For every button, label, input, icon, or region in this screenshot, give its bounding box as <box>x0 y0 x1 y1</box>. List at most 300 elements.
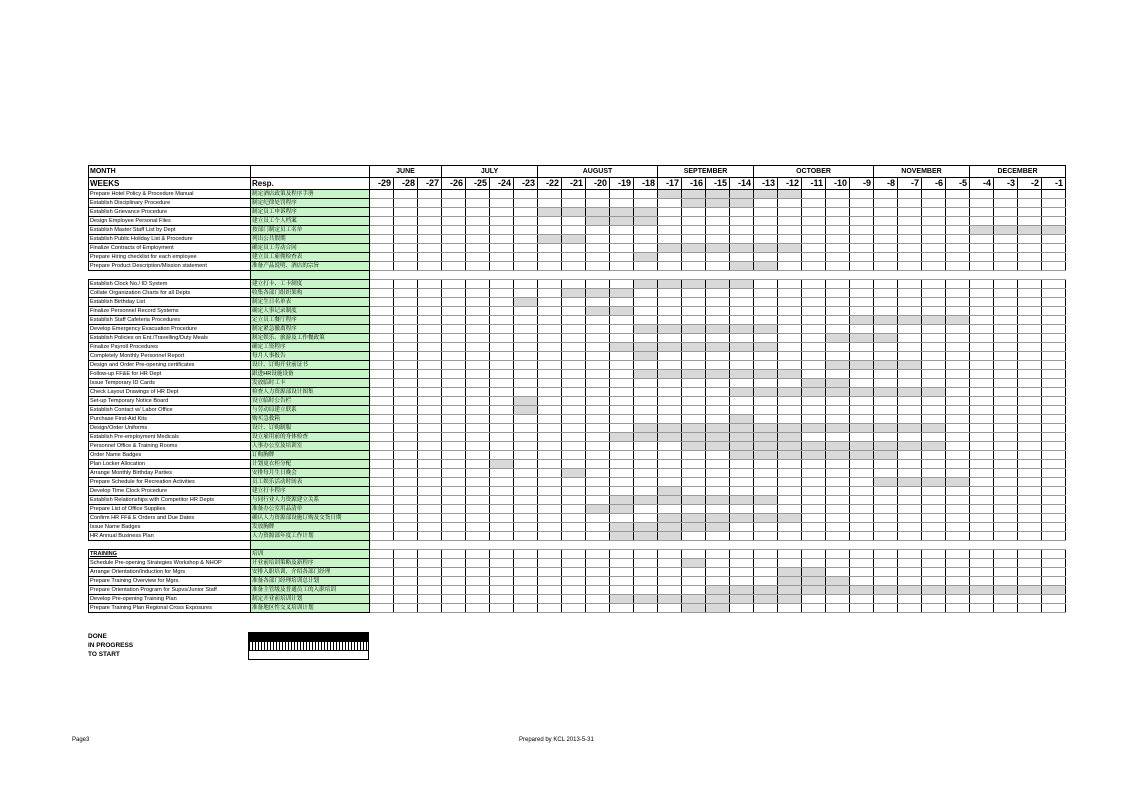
schedule-cell <box>562 577 586 586</box>
schedule-cell <box>970 523 994 532</box>
schedule-cell <box>874 307 898 316</box>
schedule-cell <box>586 559 610 568</box>
schedule-cell <box>994 442 1018 451</box>
schedule-cell <box>418 244 442 253</box>
schedule-cell <box>1042 217 1066 226</box>
schedule-cell <box>394 352 418 361</box>
schedule-cell <box>634 226 658 235</box>
schedule-cell <box>826 316 850 325</box>
schedule-cell <box>586 478 610 487</box>
task-name: HR Annual Business Plan <box>89 532 251 541</box>
schedule-cell <box>778 289 802 298</box>
schedule-cell <box>706 334 730 343</box>
schedule-cell <box>418 595 442 604</box>
schedule-cell <box>394 415 418 424</box>
task-responsibility: 设计、订购制服 <box>251 424 370 433</box>
schedule-cell <box>658 379 682 388</box>
schedule-bar-cell <box>826 586 850 595</box>
schedule-cell <box>610 397 634 406</box>
schedule-cell <box>586 316 610 325</box>
schedule-cell <box>970 496 994 505</box>
schedule-cell <box>538 586 562 595</box>
schedule-cell <box>490 316 514 325</box>
schedule-cell <box>466 253 490 262</box>
schedule-cell <box>682 505 706 514</box>
schedule-cell <box>610 379 634 388</box>
schedule-cell <box>970 190 994 199</box>
schedule-cell <box>922 289 946 298</box>
schedule-cell <box>730 226 754 235</box>
task-row <box>89 496 1066 505</box>
schedule-cell <box>562 604 586 613</box>
schedule-cell <box>586 424 610 433</box>
schedule-cell <box>1018 559 1042 568</box>
schedule-cell <box>418 478 442 487</box>
schedule-cell <box>610 559 634 568</box>
task-row <box>89 388 1066 397</box>
task-responsibility: 建立打卡、工卡制度 <box>251 280 370 289</box>
schedule-cell <box>586 550 610 559</box>
schedule-cell <box>1042 199 1066 208</box>
schedule-cell <box>394 316 418 325</box>
task-responsibility: 收集各部门组织架构 <box>251 289 370 298</box>
schedule-cell <box>490 433 514 442</box>
schedule-cell <box>754 208 778 217</box>
schedule-cell <box>586 199 610 208</box>
schedule-cell <box>490 595 514 604</box>
schedule-cell <box>778 550 802 559</box>
schedule-cell <box>394 586 418 595</box>
schedule-bar-cell <box>850 442 874 451</box>
schedule-cell <box>490 397 514 406</box>
schedule-cell <box>418 451 442 460</box>
schedule-cell <box>490 298 514 307</box>
schedule-cell <box>898 244 922 253</box>
schedule-cell <box>826 235 850 244</box>
schedule-cell <box>946 505 970 514</box>
schedule-cell <box>826 253 850 262</box>
schedule-cell <box>922 262 946 271</box>
schedule-cell <box>778 208 802 217</box>
schedule-cell <box>706 361 730 370</box>
schedule-bar-cell <box>754 190 778 199</box>
schedule-cell <box>970 604 994 613</box>
schedule-cell <box>994 595 1018 604</box>
schedule-cell <box>1042 280 1066 289</box>
schedule-cell <box>442 190 466 199</box>
schedule-cell <box>442 280 466 289</box>
schedule-cell <box>778 406 802 415</box>
schedule-cell <box>1042 379 1066 388</box>
schedule-cell <box>970 559 994 568</box>
schedule-cell <box>826 559 850 568</box>
task-name: Arrange Orientation/Induction for Mgrs <box>89 568 251 577</box>
schedule-cell <box>370 235 394 244</box>
schedule-cell <box>466 487 490 496</box>
schedule-bar-cell <box>610 523 634 532</box>
legend-to-start-label: TO START <box>88 651 120 658</box>
schedule-cell <box>898 406 922 415</box>
schedule-cell <box>1018 379 1042 388</box>
schedule-cell <box>1042 316 1066 325</box>
schedule-cell <box>874 568 898 577</box>
schedule-cell <box>658 559 682 568</box>
schedule-bar-cell <box>850 451 874 460</box>
task-row <box>89 325 1066 334</box>
schedule-cell <box>922 208 946 217</box>
week-number: -28 <box>394 178 418 190</box>
task-responsibility: 检查人力资源部设计图集 <box>251 388 370 397</box>
schedule-cell <box>922 514 946 523</box>
schedule-cell <box>394 577 418 586</box>
schedule-cell <box>922 271 946 280</box>
schedule-bar-cell <box>634 352 658 361</box>
task-responsibility: 建立打卡程序 <box>251 487 370 496</box>
schedule-cell <box>1042 505 1066 514</box>
schedule-bar-cell <box>706 496 730 505</box>
schedule-cell <box>802 496 826 505</box>
schedule-cell <box>490 190 514 199</box>
task-name <box>89 271 251 280</box>
schedule-cell <box>370 424 394 433</box>
task-row <box>89 253 1066 262</box>
schedule-cell <box>922 253 946 262</box>
schedule-bar-cell <box>778 190 802 199</box>
schedule-cell <box>658 406 682 415</box>
schedule-cell <box>442 604 466 613</box>
schedule-cell <box>442 352 466 361</box>
schedule-bar-cell <box>658 514 682 523</box>
schedule-cell <box>538 352 562 361</box>
schedule-cell <box>394 370 418 379</box>
schedule-bar-cell <box>658 433 682 442</box>
schedule-cell <box>922 451 946 460</box>
schedule-bar-cell <box>514 298 538 307</box>
schedule-bar-cell <box>658 487 682 496</box>
schedule-cell <box>682 271 706 280</box>
task-row <box>89 559 1066 568</box>
schedule-cell <box>850 379 874 388</box>
schedule-cell <box>634 550 658 559</box>
schedule-cell <box>1018 253 1042 262</box>
schedule-cell <box>874 190 898 199</box>
schedule-cell <box>466 235 490 244</box>
schedule-cell <box>490 505 514 514</box>
schedule-cell <box>994 541 1018 550</box>
schedule-cell <box>874 208 898 217</box>
schedule-cell <box>514 280 538 289</box>
schedule-cell <box>898 541 922 550</box>
schedule-cell <box>826 352 850 361</box>
schedule-cell <box>418 424 442 433</box>
task-name: Prepare Hiring checklist for each employee <box>89 253 251 262</box>
schedule-cell <box>778 352 802 361</box>
schedule-bar-cell <box>730 442 754 451</box>
schedule-cell <box>754 415 778 424</box>
schedule-cell <box>922 604 946 613</box>
task-row <box>89 307 1066 316</box>
schedule-bar-cell <box>778 244 802 253</box>
schedule-cell <box>562 307 586 316</box>
task-name: Establish Contact w/ Labor Office <box>89 406 251 415</box>
schedule-cell <box>898 370 922 379</box>
schedule-cell <box>730 235 754 244</box>
schedule-cell <box>994 370 1018 379</box>
schedule-cell <box>370 370 394 379</box>
schedule-cell <box>514 433 538 442</box>
schedule-cell <box>802 532 826 541</box>
schedule-cell <box>898 289 922 298</box>
schedule-cell <box>466 406 490 415</box>
task-name: Prepare Hotel Policy & Procedure Manual <box>89 190 251 199</box>
schedule-bar-cell <box>682 199 706 208</box>
schedule-cell <box>418 541 442 550</box>
schedule-cell <box>394 514 418 523</box>
schedule-cell <box>778 478 802 487</box>
schedule-cell <box>466 280 490 289</box>
schedule-cell <box>874 415 898 424</box>
schedule-cell <box>562 595 586 604</box>
schedule-cell <box>394 487 418 496</box>
schedule-cell <box>514 361 538 370</box>
schedule-cell <box>394 253 418 262</box>
schedule-cell <box>538 307 562 316</box>
schedule-cell <box>850 505 874 514</box>
schedule-bar-cell <box>826 388 850 397</box>
schedule-cell <box>490 550 514 559</box>
schedule-cell <box>874 469 898 478</box>
schedule-cell <box>850 568 874 577</box>
schedule-cell <box>490 451 514 460</box>
schedule-cell <box>610 235 634 244</box>
schedule-cell <box>994 334 1018 343</box>
schedule-cell <box>562 190 586 199</box>
schedule-cell <box>802 469 826 478</box>
schedule-cell <box>490 271 514 280</box>
schedule-cell <box>778 469 802 478</box>
schedule-bar-cell <box>634 523 658 532</box>
schedule-cell <box>850 577 874 586</box>
task-row <box>89 568 1066 577</box>
schedule-cell <box>946 217 970 226</box>
month-name: DECEMBER <box>970 166 1066 178</box>
schedule-cell <box>994 262 1018 271</box>
schedule-cell <box>850 496 874 505</box>
schedule-cell <box>706 460 730 469</box>
schedule-cell <box>394 460 418 469</box>
schedule-cell <box>562 586 586 595</box>
schedule-cell <box>994 208 1018 217</box>
schedule-bar-cell <box>970 226 994 235</box>
schedule-cell <box>874 352 898 361</box>
schedule-cell <box>826 514 850 523</box>
week-number: -16 <box>682 178 706 190</box>
schedule-cell <box>658 316 682 325</box>
schedule-cell <box>730 217 754 226</box>
schedule-cell <box>754 577 778 586</box>
schedule-cell <box>922 550 946 559</box>
schedule-bar-cell <box>970 586 994 595</box>
task-name: Establish Policies on Ent./Travelling/Duty Meals <box>89 334 251 343</box>
schedule-cell <box>1018 496 1042 505</box>
schedule-bar-cell <box>586 307 610 316</box>
schedule-bar-cell <box>754 433 778 442</box>
schedule-cell <box>514 568 538 577</box>
schedule-cell <box>658 577 682 586</box>
schedule-cell <box>970 217 994 226</box>
schedule-cell <box>466 190 490 199</box>
schedule-cell <box>418 217 442 226</box>
schedule-cell <box>682 406 706 415</box>
schedule-cell <box>562 370 586 379</box>
schedule-cell <box>370 460 394 469</box>
task-name: Finalize Payroll Procedures <box>89 343 251 352</box>
schedule-cell <box>586 415 610 424</box>
schedule-cell <box>826 343 850 352</box>
schedule-cell <box>778 379 802 388</box>
schedule-cell <box>1018 262 1042 271</box>
schedule-bar-cell <box>658 325 682 334</box>
task-row <box>89 469 1066 478</box>
schedule-cell <box>562 343 586 352</box>
schedule-cell <box>442 496 466 505</box>
schedule-cell <box>658 271 682 280</box>
schedule-cell <box>994 406 1018 415</box>
schedule-bar-cell <box>778 424 802 433</box>
schedule-cell <box>610 442 634 451</box>
schedule-cell <box>562 406 586 415</box>
schedule-bar-cell <box>658 244 682 253</box>
task-row <box>89 460 1066 469</box>
task-name: TRAINING <box>89 550 251 559</box>
schedule-cell <box>634 487 658 496</box>
schedule-cell <box>970 298 994 307</box>
week-number: -1 <box>1042 178 1066 190</box>
schedule-cell <box>634 577 658 586</box>
schedule-cell <box>874 262 898 271</box>
schedule-cell <box>874 577 898 586</box>
schedule-cell <box>586 568 610 577</box>
schedule-cell <box>370 514 394 523</box>
schedule-bar-cell <box>682 433 706 442</box>
schedule-cell <box>490 352 514 361</box>
schedule-cell <box>490 289 514 298</box>
schedule-cell <box>754 289 778 298</box>
schedule-cell <box>586 604 610 613</box>
schedule-cell <box>466 532 490 541</box>
schedule-cell <box>946 199 970 208</box>
schedule-cell <box>538 361 562 370</box>
schedule-cell <box>898 262 922 271</box>
schedule-cell <box>394 307 418 316</box>
schedule-cell <box>1018 514 1042 523</box>
task-row <box>89 244 1066 253</box>
week-number: -9 <box>850 178 874 190</box>
schedule-cell <box>778 523 802 532</box>
schedule-cell <box>562 505 586 514</box>
schedule-cell <box>490 334 514 343</box>
schedule-bar-cell <box>682 325 706 334</box>
schedule-cell <box>394 289 418 298</box>
schedule-cell <box>922 226 946 235</box>
schedule-cell <box>658 478 682 487</box>
schedule-cell <box>970 208 994 217</box>
schedule-cell <box>994 325 1018 334</box>
schedule-cell <box>826 262 850 271</box>
schedule-cell <box>370 505 394 514</box>
schedule-bar-cell <box>898 424 922 433</box>
schedule-cell <box>706 298 730 307</box>
schedule-cell <box>514 505 538 514</box>
schedule-cell <box>490 442 514 451</box>
schedule-cell <box>826 433 850 442</box>
schedule-cell <box>442 478 466 487</box>
schedule-bar-cell <box>706 280 730 289</box>
schedule-cell <box>1042 208 1066 217</box>
schedule-cell <box>370 406 394 415</box>
task-responsibility: 制定生日名单表 <box>251 298 370 307</box>
schedule-cell <box>778 253 802 262</box>
schedule-cell <box>706 226 730 235</box>
schedule-cell <box>778 325 802 334</box>
schedule-cell <box>466 586 490 595</box>
schedule-cell <box>610 451 634 460</box>
schedule-cell <box>1018 307 1042 316</box>
schedule-cell <box>586 352 610 361</box>
schedule-bar-cell <box>778 595 802 604</box>
schedule-cell <box>922 298 946 307</box>
schedule-cell <box>634 199 658 208</box>
schedule-cell <box>946 496 970 505</box>
schedule-bar-cell <box>898 586 922 595</box>
task-name: Arrange Monthly Birthday Parties <box>89 469 251 478</box>
schedule-cell <box>586 325 610 334</box>
schedule-cell <box>970 415 994 424</box>
schedule-cell <box>970 568 994 577</box>
schedule-cell <box>610 478 634 487</box>
task-responsibility: 人事办公室及培训室 <box>251 442 370 451</box>
schedule-cell <box>946 604 970 613</box>
schedule-cell <box>538 460 562 469</box>
schedule-cell <box>754 361 778 370</box>
task-responsibility: 确定员工劳动合同 <box>251 244 370 253</box>
schedule-cell <box>466 370 490 379</box>
schedule-bar-cell <box>850 334 874 343</box>
schedule-cell <box>826 280 850 289</box>
schedule-cell <box>898 460 922 469</box>
schedule-bar-cell <box>874 424 898 433</box>
task-name: Establish Disciplinary Procedure <box>89 199 251 208</box>
schedule-cell <box>1018 325 1042 334</box>
schedule-cell <box>898 523 922 532</box>
schedule-cell <box>658 217 682 226</box>
schedule-cell <box>706 271 730 280</box>
schedule-cell <box>874 487 898 496</box>
schedule-cell <box>538 568 562 577</box>
schedule-cell <box>1042 514 1066 523</box>
task-responsibility: 购买急救箱 <box>251 415 370 424</box>
schedule-cell <box>490 559 514 568</box>
schedule-cell <box>586 496 610 505</box>
schedule-cell <box>442 379 466 388</box>
legend-done-row <box>88 632 369 641</box>
schedule-cell <box>826 568 850 577</box>
schedule-cell <box>826 595 850 604</box>
schedule-cell <box>706 487 730 496</box>
schedule-cell <box>874 541 898 550</box>
schedule-cell <box>466 577 490 586</box>
task-responsibility: 每月人事报告 <box>251 352 370 361</box>
